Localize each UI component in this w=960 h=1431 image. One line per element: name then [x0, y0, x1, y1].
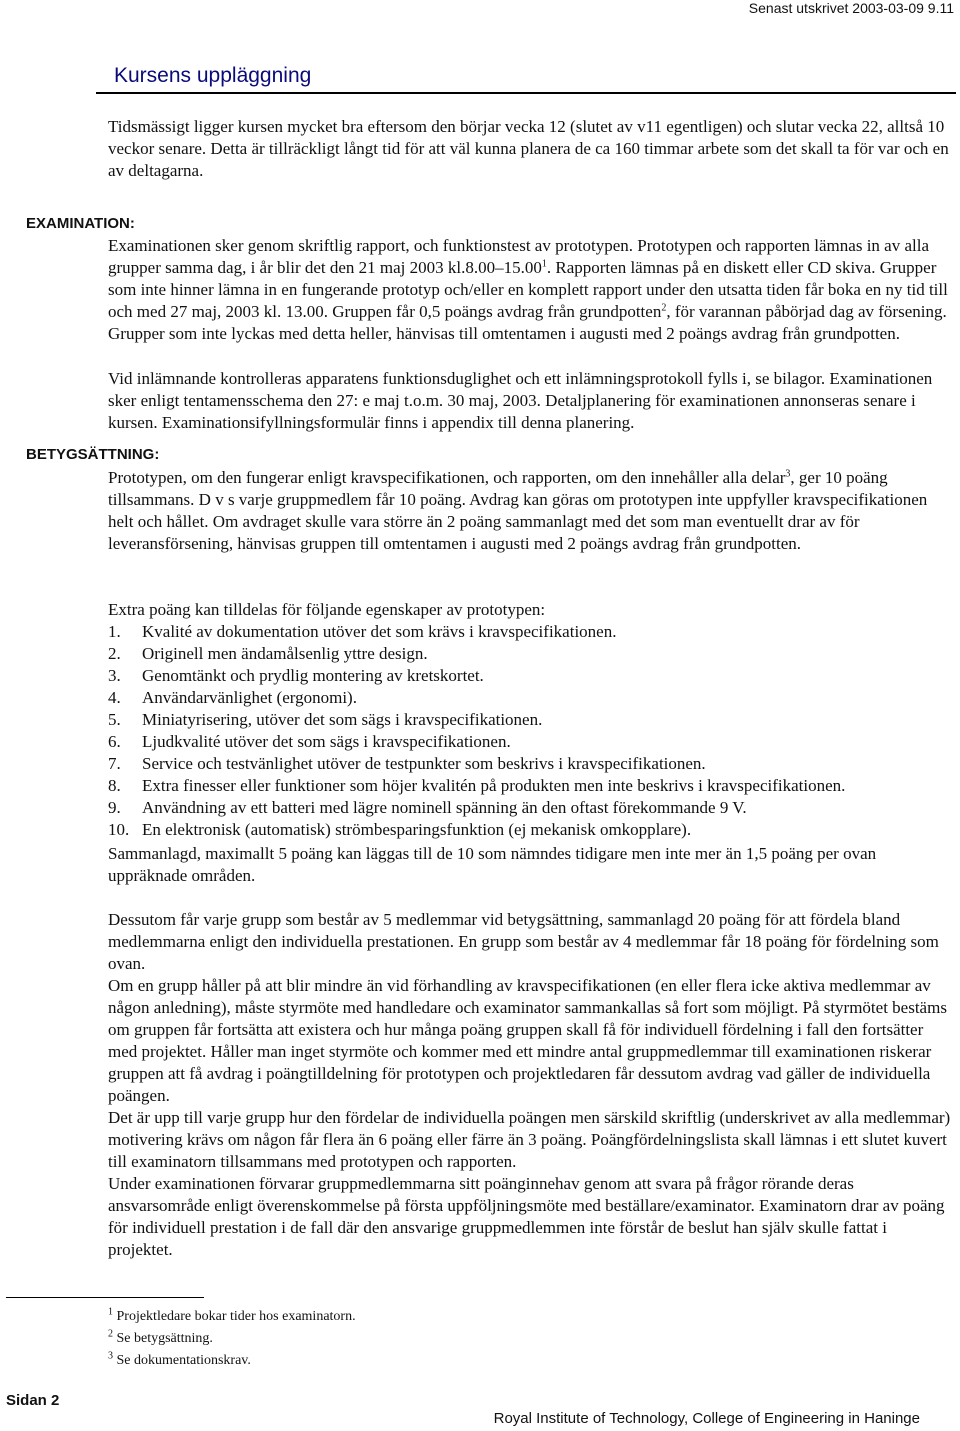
print-date: Senast utskrivet 2003-03-09 9.11	[748, 0, 954, 16]
examination-paragraph-2: Vid inlämnande kontrolleras apparatens funktionsduglighet och ett inlämningsprotokoll fylls i, se bilagor. Examinationen sker enligt tentamensschema den 27: e maj t.o.m. 30 maj, 2003. Detaljplanering för examinationen annonseras senare i kursen. Examinationsifyllningsformulär finns i appendix till denna planering.	[108, 369, 933, 432]
extra-points-item	[108, 797, 948, 819]
group-points-paragraph: Dessutom får varje grupp som består av 5 medlemmar vid betygsättning, sammanlagd 20 poäng för att fördela bland medlemmarna enligt den individuella prestationen. En grupp som består av 4 medlemmar får 18 poäng för fördelning som ovan.	[108, 910, 939, 973]
list-item-text: Extra finesser eller funktioner som höjer kvalitén på produkten men inte beskrivs i kravspecifikationen.	[142, 776, 846, 795]
list-item-number: 4.	[108, 688, 121, 707]
extra-points-item	[108, 709, 948, 731]
extra-points-list	[108, 621, 948, 841]
footnote-number: 3	[108, 1350, 113, 1362]
list-item-text: Genomtänkt och prydlig montering av kretskortet.	[142, 666, 484, 685]
list-item-number: 2.	[108, 644, 121, 663]
footnote-item	[108, 1306, 356, 1328]
page-number: Sidan 2	[6, 1392, 60, 1409]
examination-text-c: , för varannan påbörjad dag av försening. Grupper som inte lyckas med detta heller, hänvisas till omtentamen i augusti med 2 poängs avdrag från grundpotten.	[108, 302, 947, 343]
extra-points-item	[108, 753, 948, 775]
extra-points-item	[108, 621, 948, 643]
grading-paragraph	[108, 467, 953, 555]
footnote-text: Se dokumentationskrav.	[113, 1353, 251, 1368]
extra-points-item	[108, 775, 948, 797]
list-item-text: Användning av ett batteri med lägre nominell spänning än den oftast förekommande 9 V.	[142, 798, 747, 817]
footnote-text: Projektledare bokar tider hos examinatorn.	[113, 1309, 356, 1324]
footnote-separator	[6, 1297, 204, 1298]
footnote-number: 2	[108, 1328, 113, 1340]
footnote-item	[108, 1350, 356, 1372]
examination-paragraph	[108, 235, 953, 345]
footer-institution: Royal Institute of Technology, College of Engineering in Haninge	[493, 1410, 920, 1427]
list-item-text: Kvalité av dokumentation utöver det som krävs i kravspecifikationen.	[142, 622, 617, 641]
extra-points-item	[108, 643, 948, 665]
intro-paragraph: Tidsmässigt ligger kursen mycket bra eftersom den börjar vecka 12 (slutet av v11 egentligen) och slutar vecka 22, alltså 10 veckor senare. Detta är tillräckligt långt tid för att väl kunna planera de ca 160 timmar arbete som det skall ta för var och en av deltagarna.	[108, 117, 949, 180]
extra-points-intro: Extra poäng kan tilldelas för följande egenskaper av prototypen:	[108, 600, 546, 619]
list-item-number: 10.	[108, 820, 130, 839]
footnotes	[108, 1306, 356, 1372]
footnote-ref-1: 1	[541, 258, 547, 270]
list-item-number: 1.	[108, 622, 121, 641]
extra-points-summary: Sammanlagd, maximallt 5 poäng kan läggas till de 10 som nämndes tidigare men inte mer än 1,5 poäng per ovan uppräknade områden.	[108, 844, 877, 885]
list-item-text: Användarvänlighet (ergonomi).	[142, 688, 357, 707]
footnote-ref-3: 3	[785, 468, 791, 480]
list-item-text: Service och testvänlighet utöver de testpunkter som beskrivs i kravspecifikationen.	[142, 754, 706, 773]
footnote-number: 1	[108, 1306, 113, 1318]
footnote-text: Se betygsättning.	[113, 1331, 213, 1346]
list-item-number: 9.	[108, 798, 121, 817]
grading-text-b: , ger 10 poäng tillsammans. D v s varje gruppmedlem får 10 poäng. Avdrag kan göras om prototypen inte uppfyller kravspecifikationen helt och hållet. Om avdraget skulle vara större än 2 poäng sammanlagt med det som man eventuellt drar av för leveransförsening, hänvisas gruppen till omtentamen i augusti med 2 poängs avdrag från grundpotten.	[108, 468, 928, 553]
grading-label: BETYGSÄTTNING:	[26, 446, 160, 463]
grading-text-a: Prototypen, om den fungerar enligt kravspecifikationen, och rapporten, om den innehåller alla delar	[108, 468, 786, 487]
list-item-text: Miniatyrisering, utöver det som sägs i kravspecifikationen.	[142, 710, 543, 729]
extra-points-item	[108, 687, 948, 709]
list-item-number: 8.	[108, 776, 121, 795]
list-item-number: 7.	[108, 754, 121, 773]
individual-points-paragraph: Under examinationen förvarar gruppmedlemmarna sitt poänginnehav genom att svara på frågor rörande deras ansvarsområde enligt överenskommelse på första uppföljningsmöte med beställare/examinator. Examinatorn drar av poäng för individuell prestation i de fall där den ansvarige gruppmedlemmen inte förstår de beslut han själv skulle fattat i projektet.	[108, 1174, 945, 1259]
examination-label: EXAMINATION:	[26, 215, 135, 232]
list-item-text: Ljudkvalité utöver det som sägs i kravspecifikationen.	[142, 732, 511, 751]
list-item-text: Originell men ändamålsenlig yttre design.	[142, 644, 428, 663]
examination-text-a: Examinationen sker genom skriftlig rapport, och funktionstest av prototypen. Prototypen och rapporten lämnas in av alla grupper samma dag, i år blir det den 21 maj 2003 kl.8.00–15.00	[108, 236, 929, 277]
list-item-number: 3.	[108, 666, 121, 685]
extra-points-item	[108, 819, 948, 841]
section-heading: Kursens uppläggning	[114, 64, 312, 87]
extra-points-item	[108, 731, 948, 753]
list-item-number: 6.	[108, 732, 121, 751]
list-item-number: 5.	[108, 710, 121, 729]
footnote-item	[108, 1328, 356, 1350]
examination-text-b: . Rapporten lämnas på en diskett eller CD skiva. Grupper som inte hinner lämna in en fungerande prototyp och/eller en komplett rapport under den utsatta tiden får boka en ny tid till och med 27 maj, 2003 kl. 13.00. Gruppen får 0,5 poängs avdrag från grundpotten	[108, 258, 948, 321]
footnote-ref-2: 2	[661, 302, 667, 314]
extra-points-item	[108, 665, 948, 687]
list-item-text: En elektronisk (automatisk) strömbesparingsfunktion (ej mekanisk omkopplare).	[142, 820, 692, 839]
point-distribution-paragraph: Det är upp till varje grupp hur den fördelar de individuella poängen men särskild skriftlig (underskrivet av alla medlemmar) motivering krävs om någon får flera än 6 poäng eller färre än 3 poäng. Poängfördelningslista skall lämnas i ett slutet kuvert till examinatorn tillsammans med prototypen och rapporten.	[108, 1108, 951, 1171]
steering-meeting-paragraph: Om en grupp håller på att blir mindre än vid förhandling av kravspecifikationen (en eller flera icke aktiva medlemmar av någon anledning), måste styrmöte med handledare och examinator sammankallas så fort som möjligt. På styrmötet bestäms om gruppen får fortsätta att existera och hur många poäng gruppen skall få för individuell fördelning i fall den fortsätter med projektet. Håller man inget styrmöte och kommer med ett mindre antal gruppmedlemmar till examinationen riskerar gruppen att få avdrag i poängtilldelning för prototypen och projektledaren får dessutom avdrag vad gäller de individuella poängen.	[108, 976, 947, 1105]
